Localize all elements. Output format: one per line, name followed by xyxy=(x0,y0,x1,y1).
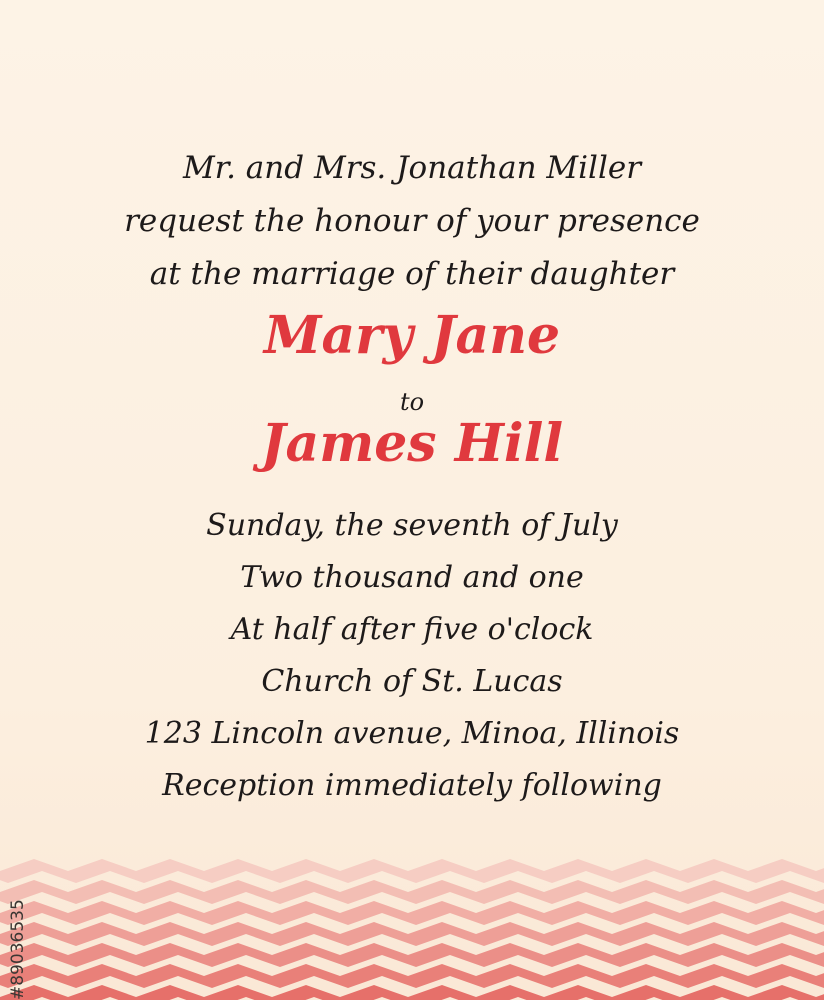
detail-line: Sunday, the seventh of July xyxy=(206,508,618,543)
groom-name: James Hill xyxy=(260,413,564,474)
intro-line: Mr. and Mrs. Jonathan Miller xyxy=(182,150,642,186)
chevron-stripe xyxy=(0,859,824,883)
detail-line: 123 Lincoln avenue, Minoa, Illinois xyxy=(144,716,680,751)
chevron-stripe xyxy=(0,901,824,925)
detail-line: Church of St. Lucas xyxy=(261,664,563,699)
intro-line: request the honour of your presence xyxy=(124,203,700,239)
detail-line: Two thousand and one xyxy=(240,560,584,595)
intro-line: at the marriage of their daughter xyxy=(149,256,675,292)
intro-block xyxy=(0,142,824,301)
chevron-stripe xyxy=(0,964,824,988)
chevron-border xyxy=(0,855,824,1000)
connector-text: to xyxy=(399,388,425,416)
details-block xyxy=(0,500,824,812)
chevron-stripe xyxy=(0,985,824,1000)
detail-line: Reception immediately following xyxy=(162,768,662,803)
detail-line: At half after five o'clock xyxy=(230,612,594,647)
chevron-stripe xyxy=(0,922,824,946)
bride-name: Mary Jane xyxy=(263,305,561,366)
stock-watermark-id: #89036535 xyxy=(8,899,28,1000)
chevron-stripe xyxy=(0,943,824,967)
chevron-stripe xyxy=(0,880,824,904)
